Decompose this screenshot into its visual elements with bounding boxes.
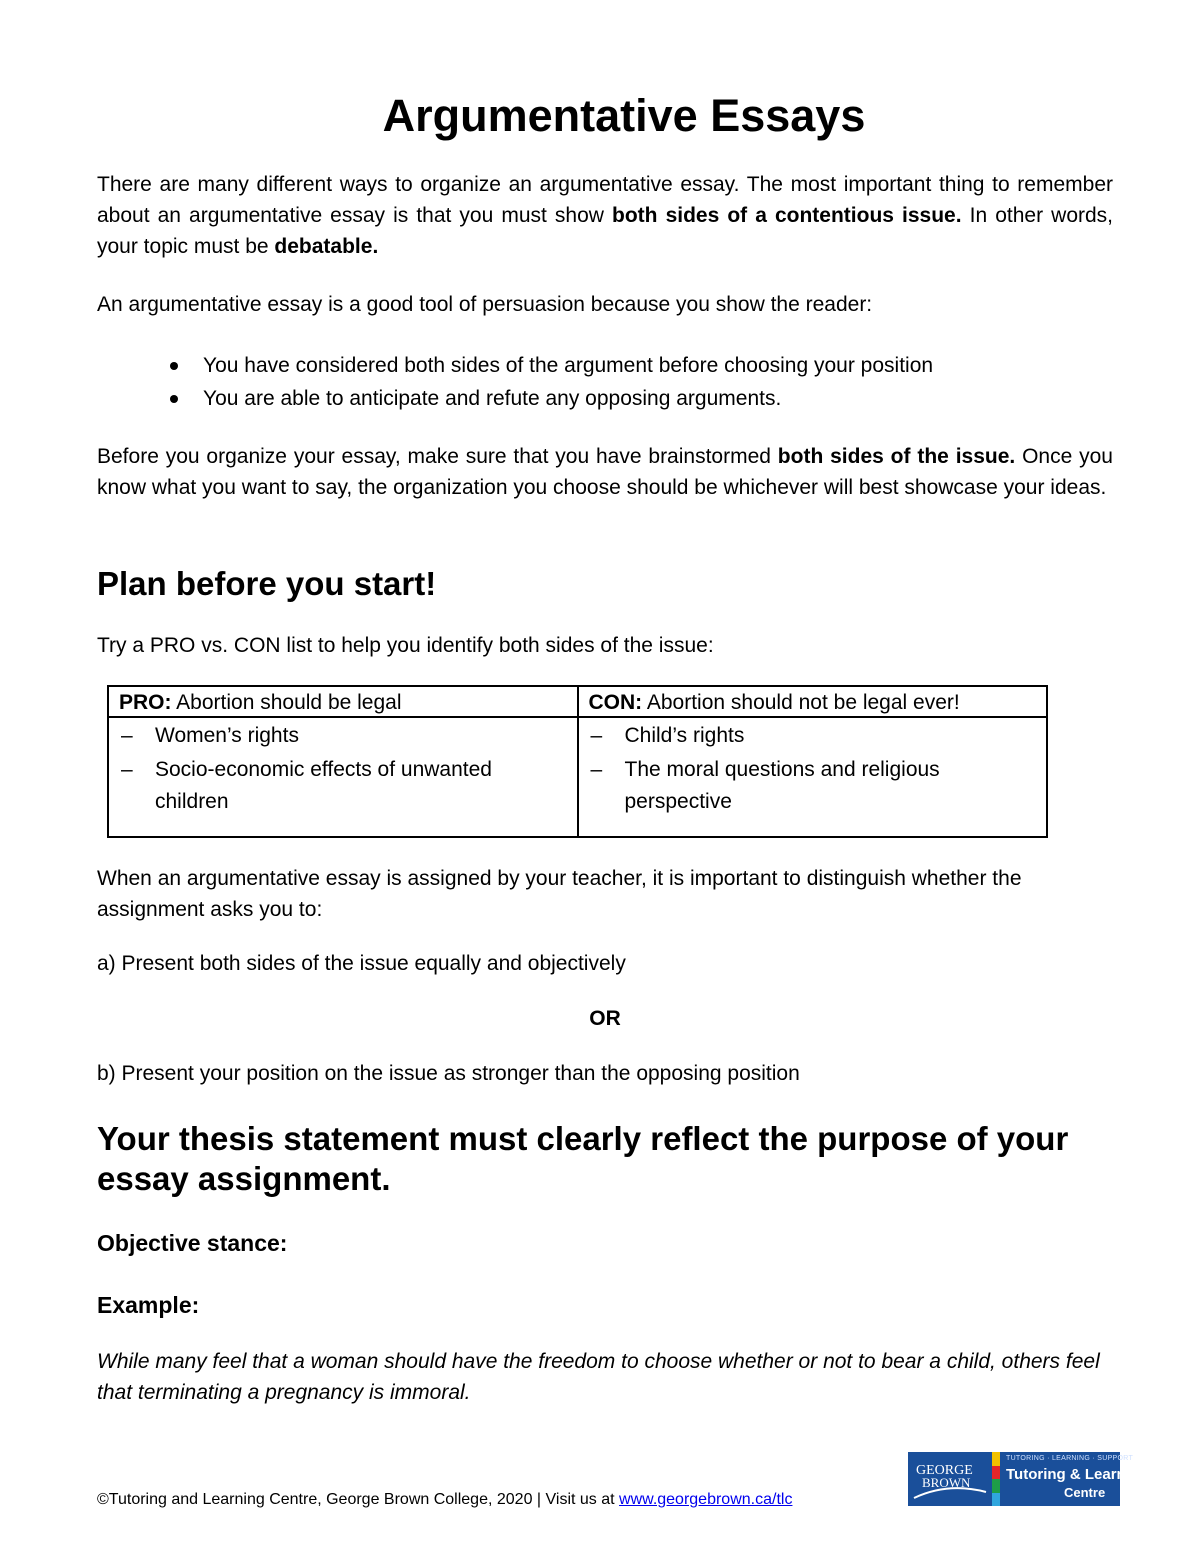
list-item: – Socio-economic effects of unwanted children — [109, 754, 577, 818]
con-title: Abortion should not be legal ever! — [642, 691, 960, 714]
heading-plan: Plan before you start! — [97, 565, 437, 602]
brainstorm-text-1: Before you organize your essay, make sure that you have brainstormed — [97, 445, 778, 468]
logo-color-bars — [992, 1452, 1000, 1506]
logo-bar — [992, 1493, 1000, 1507]
footer — [97, 1490, 792, 1510]
pro-list — [109, 718, 577, 818]
college-name-line2: BROWN — [922, 1475, 971, 1490]
college-name-line1: GEORGE — [916, 1463, 973, 1478]
list-item: You are able to anticipate and refute any opposing arguments. — [97, 382, 1097, 415]
example-heading: Example: — [97, 1292, 200, 1318]
persuasion-lead: An argumentative essay is a good tool of persuasion because you show the reader: — [97, 293, 873, 316]
procon-lead: Try a PRO vs. CON list to help you identify both sides of the issue: — [97, 634, 714, 657]
list-item: You have considered both sides of the argument before choosing your position — [97, 349, 1097, 382]
example-text: While many feel that a woman should have the freedom to choose whether or not to bear a child, others feel that terminating a pregnancy is immoral. — [97, 1350, 1100, 1404]
brainstorm-paragraph — [97, 441, 1113, 503]
intro-bold-1: both sides of a contentious issue. — [612, 204, 962, 227]
college-swoosh-icon — [908, 1452, 992, 1506]
intro-paragraph — [97, 169, 1113, 262]
logo-bar — [992, 1479, 1000, 1493]
intro-text-1: There are many different ways to organize an argumentative essay. The most important thing to remember about an argumentative essay is that you must show — [97, 173, 1113, 227]
pro-con-table — [107, 685, 1048, 838]
footer-text: ©Tutoring and Learning Centre, George Brown College, 2020 | Visit us at — [97, 1491, 620, 1508]
page-title: Argumentative Essays — [382, 90, 866, 141]
logo-bar — [992, 1466, 1000, 1480]
list-item: – Child’s rights — [579, 720, 1047, 752]
pro-column — [109, 687, 577, 836]
con-label: CON: — [588, 691, 643, 714]
list-item: – Women’s rights — [109, 720, 577, 752]
or-separator: OR — [589, 1007, 621, 1030]
footer-link[interactable]: www.georgebrown.ca/tlc — [619, 1491, 793, 1508]
bullet-list — [97, 349, 1097, 415]
pro-title: Abortion should be legal — [171, 691, 402, 714]
logo-bar — [992, 1452, 1000, 1466]
pro-header — [109, 687, 577, 718]
george-brown-logo — [908, 1452, 1149, 1506]
option-b: b) Present your position on the issue as stronger than the opposing position — [97, 1062, 800, 1085]
option-a: a) Present both sides of the issue equally and objectively — [97, 952, 626, 975]
con-list — [579, 718, 1047, 818]
intro-bold-2: debatable. — [274, 235, 379, 258]
objective-stance-heading: Objective stance: — [97, 1230, 288, 1256]
college-logo-mark — [908, 1452, 992, 1506]
assigned-paragraph: When an argumentative essay is assigned by your teacher, it is important to distinguish whether the assignment asks you to: — [97, 867, 1022, 921]
intro-text-2: In other words, your topic must be — [97, 204, 1114, 258]
brainstorm-bold: both sides of the issue. — [777, 445, 1016, 468]
con-column — [577, 687, 1047, 836]
tlc-wordmark — [1000, 1452, 1149, 1506]
heading-thesis: Your thesis statement must clearly reflect the purpose of your essay assignment. — [97, 1120, 1069, 1197]
list-item: – The moral questions and religious perspective — [579, 754, 1047, 818]
pro-label: PRO: — [119, 691, 172, 714]
brainstorm-text-2: Once you know what you want to say, the organization you choose should be whichever will best showcase your ideas. — [97, 445, 1113, 499]
logo-title: Tutoring & Learning — [1006, 1466, 1149, 1483]
logo-caption: TUTORING · LEARNING · SUPPORT — [1006, 1455, 1134, 1462]
logo-subtitle: Centre — [1064, 1485, 1106, 1500]
con-header — [579, 687, 1047, 718]
